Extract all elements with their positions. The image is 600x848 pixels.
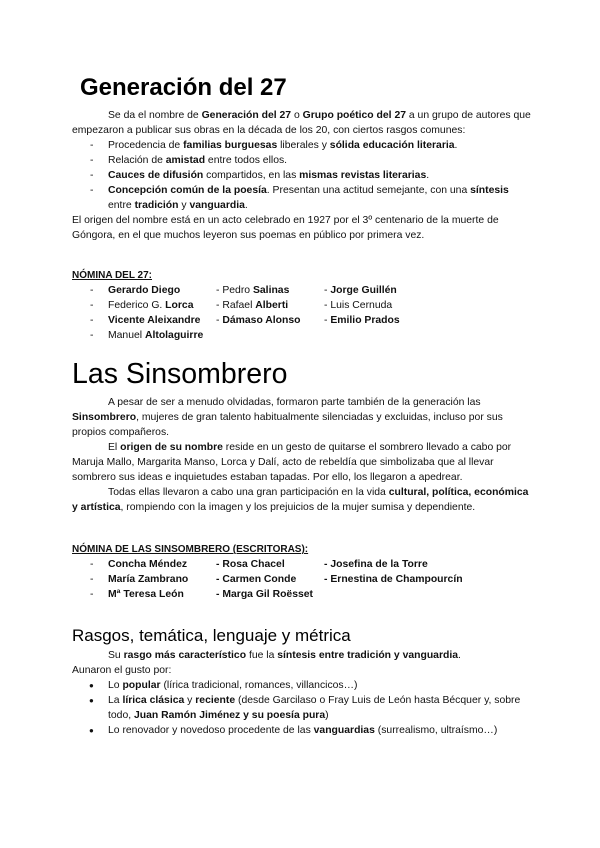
gen27-intro: Se da el nombre de Generación del 27 o Grupo poético del 27 a un grupo de autores que empezaron a publicar sus obras en la década de los 20, con ciertos rasgos comunes: xyxy=(72,110,531,136)
sinsombrero-nomina xyxy=(72,542,532,602)
nomina-sinsombrero-table xyxy=(90,557,463,602)
list-item: - Procedencia de familias burguesas liberales y sólida educación literaria. xyxy=(72,138,532,153)
gen27-nomina xyxy=(72,268,532,343)
list-item: ● Lo renovador y novedoso procedente de las vanguardias (surrealismo, ultraísmo…) xyxy=(72,723,532,738)
table-row: - Gerardo Diego - Pedro Salinas - Jorge Guillén xyxy=(90,285,397,296)
nomina-27-heading: NÓMINA DEL 27: xyxy=(72,270,153,281)
gen27-origin: El origen del nombre está en un acto celebrado en 1927 por el 3º centenario de la muerte de Góngora, en el que muchos leyeron sus poemas en público por primera vez. xyxy=(72,215,499,241)
table-row: - Manuel Altolaguirre xyxy=(90,330,204,341)
list-item: - Cauces de difusión compartidos, en las mismas revistas literarias. xyxy=(72,168,532,183)
rasgos-section xyxy=(72,648,532,738)
title-sinsombrero: Las Sinsombrero xyxy=(72,358,288,390)
rasgos-p1: Su rasgo más característico fue la síntesis entre tradición y vanguardia. xyxy=(108,650,461,661)
table-row: - Vicente Aleixandre - Dámaso Alonso - Emilio Prados xyxy=(90,315,400,326)
gen27-section xyxy=(72,108,532,243)
rasgos-p2: Aunaron el gusto por: xyxy=(72,665,172,676)
title-generacion-27: Generación del 27 xyxy=(80,74,287,101)
list-item: ● La lírica clásica y reciente (desde Garcilaso o Fray Luis de León hasta Bécquer y, sobre todo, Juan Ramón Jiménez y su poesía pura) xyxy=(72,693,532,723)
list-item: - Relación de amistad entre todos ellos. xyxy=(72,153,532,168)
sinsombrero-p2: El origen de su nombre reside en un gesto de quitarse el sombrero llevado a cabo por Maruja Mallo, Margarita Manso, Lorca y Dalí, acto de rebeldía que simbolizaba que al llevar sombrero sus ideas e inquietudes estaban tapadas. Por ello, los llegaron a apedrear. xyxy=(72,442,512,483)
sinsombrero-section xyxy=(72,395,532,515)
table-row: - María Zambrano - Carmen Conde - Ernestina de Champourcín xyxy=(90,574,463,585)
gen27-traits-list xyxy=(72,138,532,213)
sinsombrero-p3: Todas ellas llevaron a cabo una gran participación en la vida cultural, política, económica y artística, rompiendo con la imagen y los prejuicios de la mujer sumisa y dependiente. xyxy=(72,487,529,513)
table-row: - Mª Teresa León - Marga Gil Roësset xyxy=(90,589,314,600)
nomina-sinsombrero-heading: NÓMINA DE LAS SINSOMBRERO (ESCRITORAS): xyxy=(72,544,309,555)
sinsombrero-p1: A pesar de ser a menudo olvidadas, formaron parte también de la generación las Sinsombrero, mujeres de gran talento habitualmente silenciadas y excluidas, incluso por sus propios compañeros. xyxy=(72,397,503,438)
nomina-27-table xyxy=(90,283,400,343)
title-rasgos: Rasgos, temática, lenguaje y métrica xyxy=(72,626,351,645)
table-row: - Concha Méndez - Rosa Chacel - Josefina de la Torre xyxy=(90,559,428,570)
rasgos-bullets xyxy=(72,678,532,738)
list-item: - Concepción común de la poesía. Presentan una actitud semejante, con una síntesis entre tradición y vanguardia. xyxy=(72,183,532,213)
table-row: - Federico G. Lorca - Rafael Alberti - Luis Cernuda xyxy=(90,300,393,311)
list-item: ● Lo popular (lírica tradicional, romances, villancicos…) xyxy=(72,678,532,693)
